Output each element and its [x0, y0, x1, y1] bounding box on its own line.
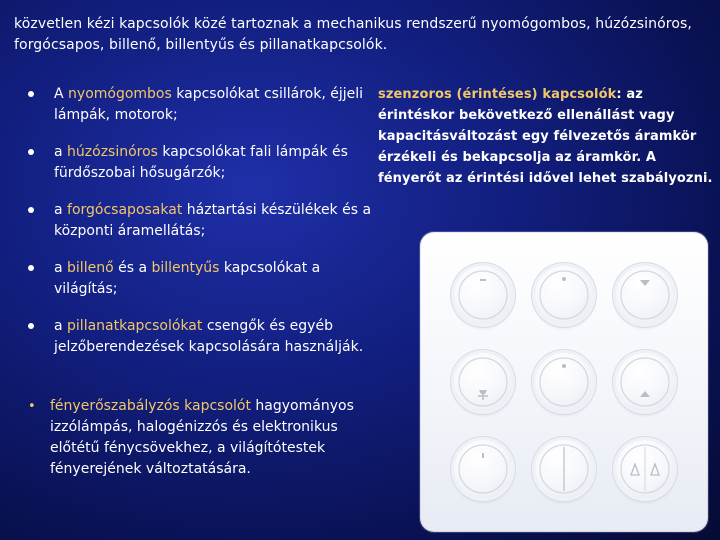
switch-panel-photo — [420, 232, 708, 532]
item-text: háztartási készülékek és a központi áramellátás; — [54, 202, 372, 239]
intro-text: közvetlen kézi kapcsolók közé tartoznak a mechanikus rendszerű nyomógombos, húzózsinóros, forgócsapos, billenő, billentyűs és pillanatkapcsolók. — [14, 16, 692, 53]
bullet-dot-icon — [28, 149, 34, 155]
item-prefix: a — [54, 144, 68, 160]
dot-icon — [535, 266, 593, 324]
switch-knob — [616, 353, 674, 411]
list-item — [28, 142, 378, 184]
highlight-term: billenő — [67, 260, 114, 276]
switch-knob — [535, 353, 593, 411]
switch-cell — [523, 252, 604, 339]
dimmer-section — [28, 396, 378, 480]
bullet-dot-icon — [28, 323, 34, 329]
item-text: kapcsolókat csillárok, éjjeli lámpák, motorok; — [54, 86, 364, 123]
item-prefix: a — [54, 260, 68, 276]
highlight-term: húzózsinóros — [67, 144, 158, 160]
switch-cell — [523, 425, 604, 512]
item-text: csengők és egyéb jelzőberendezések kapcsolására használják. — [54, 318, 364, 355]
highlight-term-2: billentyűs — [151, 260, 220, 276]
dimmer-item — [28, 396, 378, 480]
vertical-line-icon — [454, 440, 512, 498]
dot-icon — [535, 353, 593, 411]
switch-cell — [442, 339, 523, 426]
sensor-switch-description — [378, 84, 714, 189]
highlight-term: pillanatkapcsolókat — [67, 318, 203, 334]
switch-knob — [454, 440, 512, 498]
split-line-icon — [535, 440, 593, 498]
bullet-dot-icon — [28, 207, 34, 213]
list-item — [28, 316, 378, 358]
sensor-text: : az érintéskor bekövetkező ellenállást vagy kapacitásváltozást egy félvezetős áramkör érzékeli és bekapcsolja az áramkör. A fényerőt az érintési idővel lehet szabályozni. — [378, 87, 713, 186]
switch-cell — [442, 252, 523, 339]
item-prefix: a — [54, 202, 68, 218]
down-arrow-icon — [616, 266, 674, 324]
switch-cell — [523, 339, 604, 426]
lamp-icon — [454, 353, 512, 411]
list-item — [28, 84, 378, 126]
bullet-marker-icon: • — [28, 399, 36, 414]
item-text: kapcsolókat fali lámpák és fürdőszobai hősugárzók; — [54, 144, 348, 181]
item-prefix: A — [54, 86, 69, 102]
dimmer-dash-icon — [454, 266, 512, 324]
switch-cell — [605, 339, 686, 426]
highlight-term: nyomógombos — [68, 86, 172, 102]
item-prefix: a — [54, 318, 68, 334]
sensor-lead: szenzoros (érintéses) kapcsolók — [378, 87, 617, 102]
dimmer-title: fényerőszabályzós kapcsolót — [50, 398, 251, 414]
switch-cell — [605, 252, 686, 339]
list-item — [28, 258, 378, 300]
item-text: kapcsolókat a világítás; — [54, 260, 321, 297]
switch-cell — [605, 425, 686, 512]
bullet-dot-icon — [28, 265, 34, 271]
switch-knob — [535, 440, 593, 498]
list-item — [28, 200, 378, 242]
switch-knob — [454, 266, 512, 324]
switch-knob — [454, 353, 512, 411]
dimmer-text: hagyományos izzólámpás, halogénizzós és elektronikus előtétű fénycsövekhez, a világítótestek fényerejének változtatására. — [50, 398, 354, 477]
up-arrow-icon — [616, 353, 674, 411]
switch-knob — [616, 266, 674, 324]
bullet-dot-icon — [28, 91, 34, 97]
switch-knob — [616, 440, 674, 498]
switch-usage-list — [28, 84, 378, 374]
switch-cell — [442, 425, 523, 512]
item-middle: és a — [113, 260, 152, 276]
switch-knob — [535, 266, 593, 324]
highlight-term: forgócsaposakat — [67, 202, 183, 218]
double-triangle-icon — [616, 440, 674, 498]
switch-grid — [442, 252, 686, 512]
